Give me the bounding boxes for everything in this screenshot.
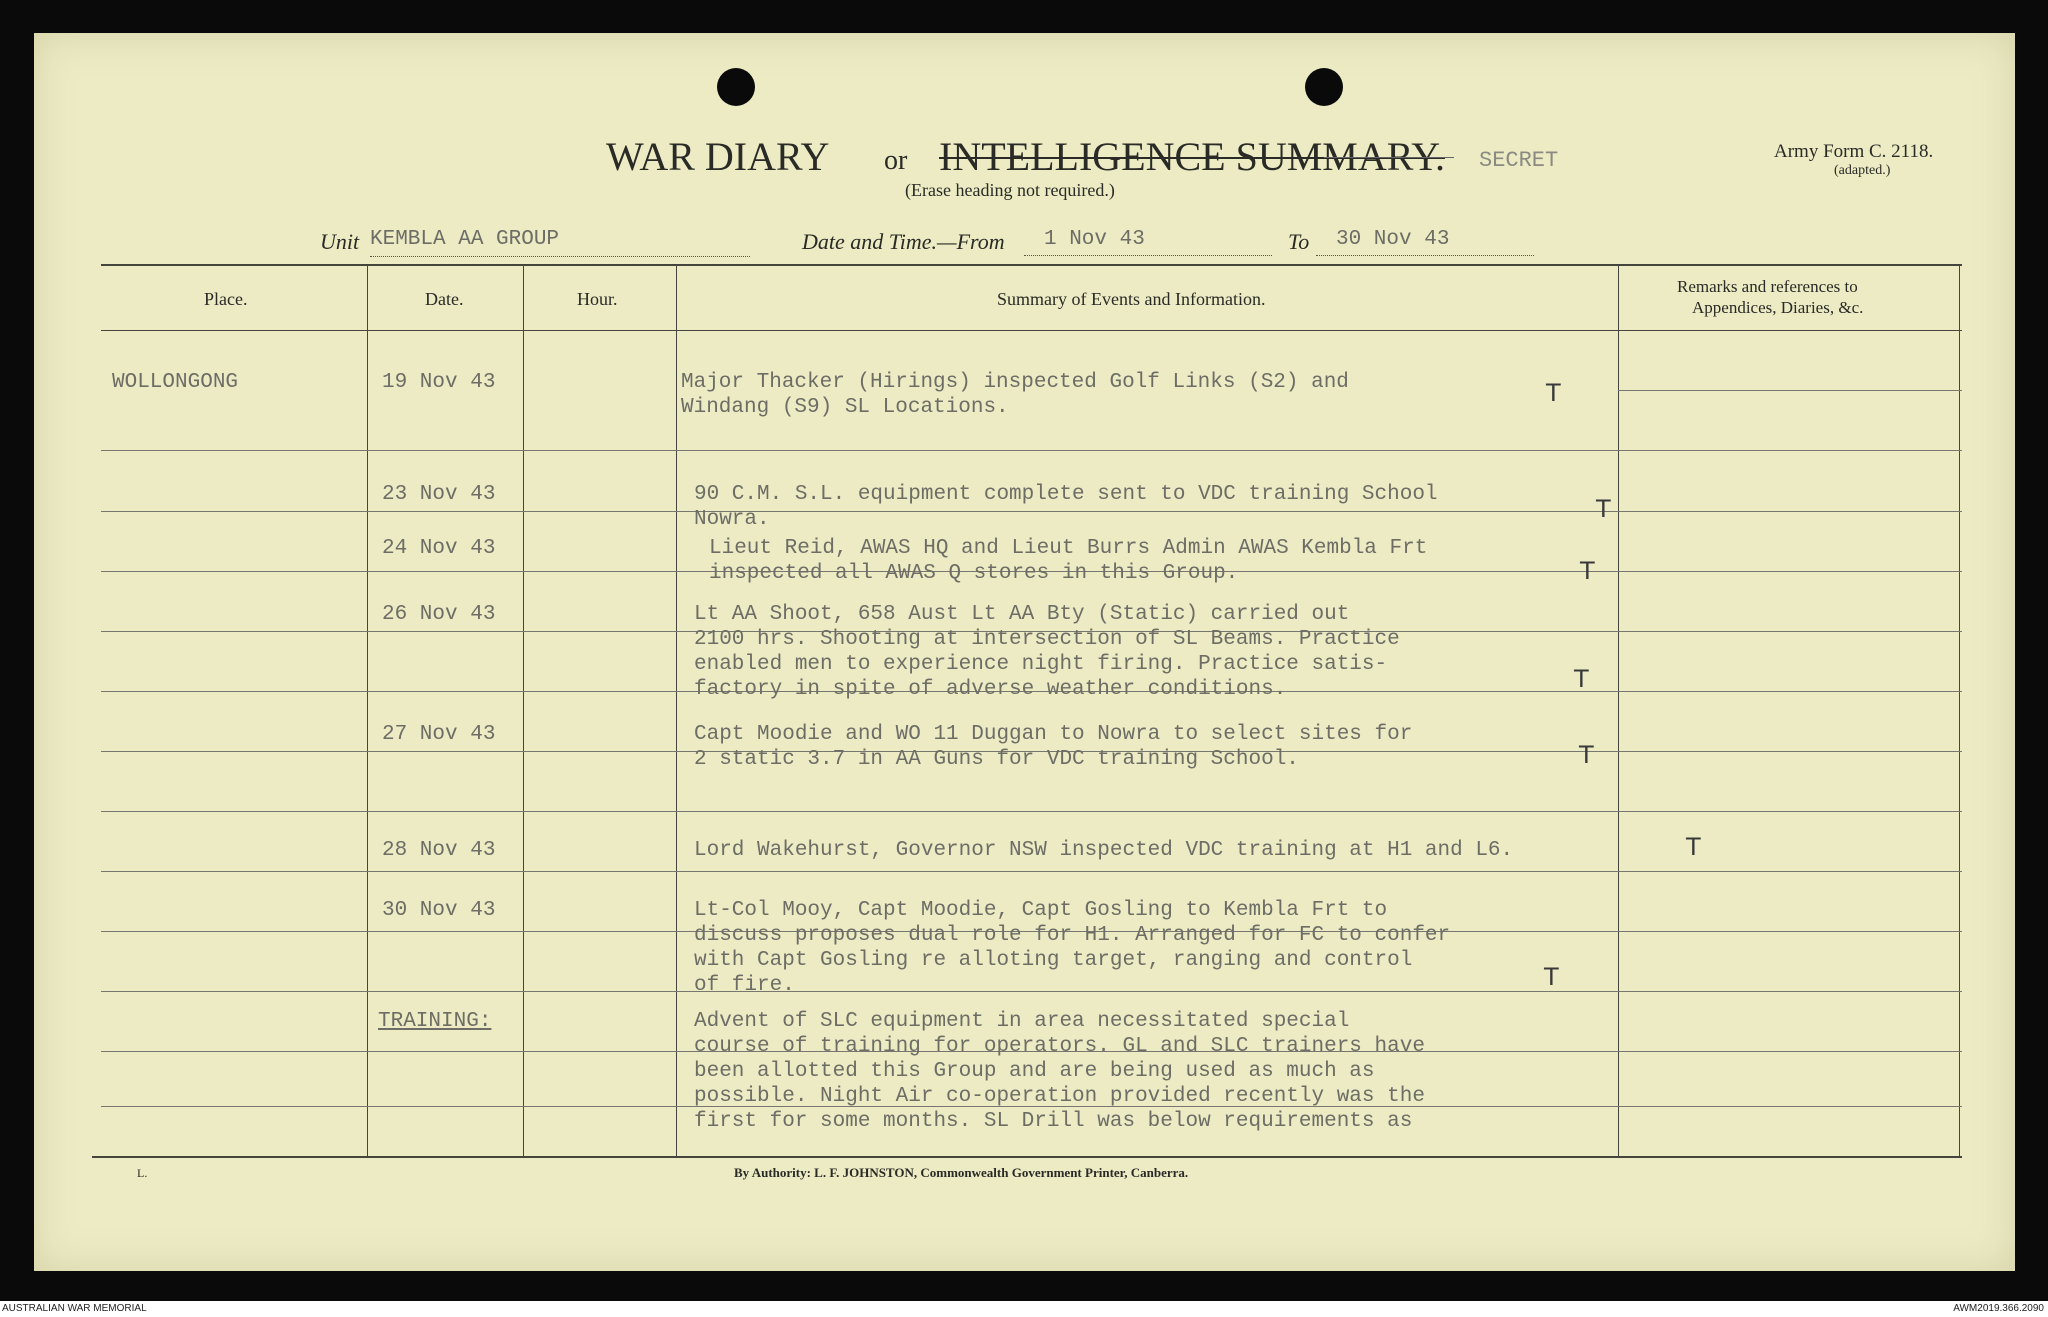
divider-date-hour: [523, 265, 524, 1156]
title-intelligence-summary: INTELLIGENCE SUMMARY.: [939, 134, 1445, 179]
place-cell: WOLLONGONG: [112, 371, 239, 394]
date-cell: 30 Nov 43: [382, 899, 496, 922]
tick-mark-t: T: [1574, 665, 1589, 693]
summary-line: Advent of SLC equipment in area necessitated special: [694, 1010, 1350, 1033]
erase-note: (Erase heading not required.): [905, 180, 1115, 200]
col-header-hour: Hour.: [577, 289, 618, 309]
summary-line: Capt Moodie and WO 11 Duggan to Nowra to select sites for: [694, 723, 1413, 746]
row-line: [101, 811, 1962, 812]
date-cell: 19 Nov 43: [382, 371, 496, 394]
summary-line: 2 static 3.7 in AA Guns for VDC training School.: [694, 748, 1299, 771]
tick-mark-t: T: [1544, 963, 1559, 991]
date-to-value: 30 Nov 43: [1316, 228, 1534, 256]
summary-line: of fire.: [694, 974, 795, 997]
summary-line: with Capt Gosling re alloting target, ranging and control: [694, 949, 1413, 972]
title-war-diary: WAR DIARY: [606, 134, 830, 179]
strike-extension: [1324, 157, 1454, 158]
col-header-remarks-line2: Appendices, Diaries, &c.: [1692, 298, 1864, 317]
punch-hole-right: [1305, 68, 1343, 106]
secret-stamp: SECRET: [1479, 148, 1559, 173]
summary-line: discuss proposes dual role for H1. Arranged for FC to confer: [694, 924, 1451, 947]
row-line: [1618, 390, 1962, 391]
date-from-value: 1 Nov 43: [1024, 228, 1272, 256]
row-line: [101, 450, 1962, 451]
summary-line: been allotted this Group and are being used as much as: [694, 1060, 1375, 1083]
footer-left-mark: L.: [137, 1166, 148, 1180]
summary-line: Nowra.: [694, 508, 770, 531]
printer-authority: By Authority: L. F. JOHNSTON, Commonwealth Government Printer, Canberra.: [734, 1165, 1189, 1180]
summary-line: factory in spite of adverse weather conditions.: [694, 678, 1287, 701]
summary-line: Windang (S9) SL Locations.: [681, 396, 1009, 419]
training-heading: TRAINING:: [378, 1010, 492, 1033]
date-cell: 26 Nov 43: [382, 603, 496, 626]
row-line: [101, 511, 1962, 512]
col-header-remarks-line1: Remarks and references to: [1677, 277, 1858, 296]
date-cell: 27 Nov 43: [382, 723, 496, 746]
date-time-label: Date and Time.—From: [802, 229, 1005, 254]
summary-line: Lt-Col Mooy, Capt Moodie, Capt Gosling to Kembla Frt to: [694, 899, 1388, 922]
table-right-border: [1959, 265, 1960, 1156]
title-or: or: [884, 145, 908, 176]
diary-sheet: [34, 33, 2015, 1271]
summary-line: Lt AA Shoot, 658 Aust Lt AA Bty (Static) carried out: [694, 603, 1350, 626]
unit-value: KEMBLA AA GROUP: [370, 228, 750, 257]
summary-line: inspected all AWAS Q stores in this Group.: [709, 562, 1239, 585]
row-line: [101, 991, 1962, 992]
summary-line: enabled men to experience night firing. Practice satis-: [694, 653, 1388, 676]
row-line: [101, 871, 1962, 872]
archive-credit: AUSTRALIAN WAR MEMORIAL: [2, 1303, 147, 1314]
punch-hole-left: [717, 68, 755, 106]
date-cell: 23 Nov 43: [382, 483, 496, 506]
tick-mark-t: T: [1579, 741, 1594, 769]
tick-mark-t: T: [1546, 379, 1561, 407]
col-header-place: Place.: [204, 289, 248, 309]
divider-hour-summary: [676, 265, 677, 1156]
army-form-number: Army Form C. 2118.: [1774, 141, 1934, 162]
table-bottom-border: [92, 1156, 1962, 1158]
summary-line: Lord Wakehurst, Governor NSW inspected VDC training at H1 and L6.: [694, 839, 1514, 862]
summary-line: course of training for operators. GL and SLC trainers have: [694, 1035, 1425, 1058]
summary-line: possible. Night Air co-operation provided recently was the: [694, 1085, 1425, 1108]
summary-line: 90 C.M. S.L. equipment complete sent to VDC training School: [694, 483, 1438, 506]
summary-line: Major Thacker (Hirings) inspected Golf Links (S2) and: [681, 371, 1349, 394]
table-top-border: [101, 264, 1962, 266]
col-header-summary: Summary of Events and Information.: [997, 289, 1266, 309]
divider-summary-remarks: [1618, 265, 1619, 1156]
summary-line: Lieut Reid, AWAS HQ and Lieut Burrs Admin AWAS Kembla Frt: [709, 537, 1428, 560]
army-form-adapted: (adapted.): [1834, 163, 1891, 178]
summary-line: 2100 hrs. Shooting at intersection of SL Beams. Practice: [694, 628, 1400, 651]
header-row-line: [101, 330, 1962, 331]
date-to-label: To: [1288, 229, 1310, 254]
tick-mark-t: T: [1686, 833, 1701, 861]
date-cell: 28 Nov 43: [382, 839, 496, 862]
summary-line: first for some months. SL Drill was below requirements as: [694, 1110, 1413, 1133]
archive-reference: AWM2019.366.2090: [1953, 1303, 2044, 1314]
scan-footer-bar: [0, 1301, 2048, 1317]
tick-mark-t: T: [1580, 557, 1595, 585]
divider-place-date: [367, 265, 368, 1156]
date-cell: 24 Nov 43: [382, 537, 496, 560]
unit-label: Unit: [320, 229, 360, 254]
col-header-date: Date.: [425, 289, 464, 309]
tick-mark-t: T: [1596, 495, 1611, 523]
